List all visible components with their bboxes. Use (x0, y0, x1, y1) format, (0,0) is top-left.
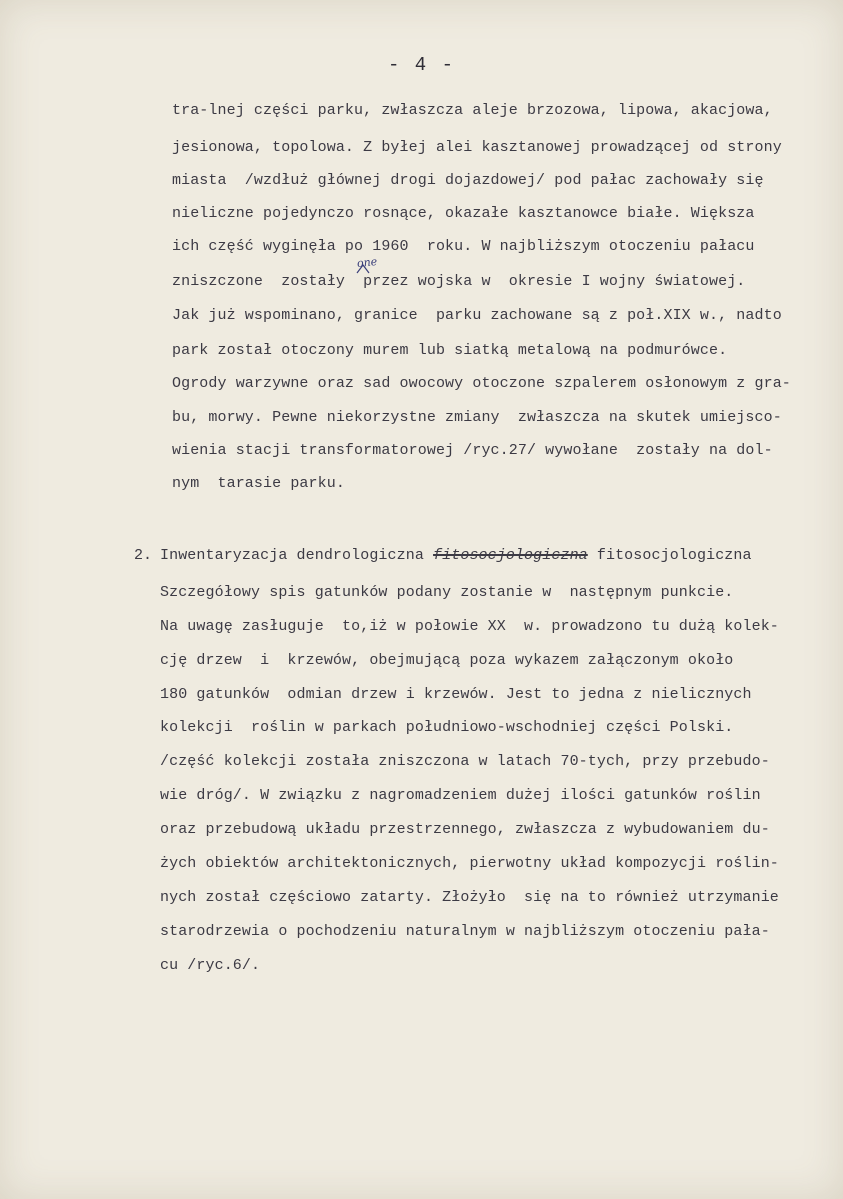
paragraph2-line: kolekcji roślin w parkach południowo-wschodniej części Polski. (160, 719, 734, 736)
paragraph1-line: tra-lnej części parku, zwłaszcza aleje brzozowa, lipowa, akacjowa, (172, 102, 773, 119)
section-number: 2. (134, 547, 153, 564)
paragraph1-line: jesionowa, topolowa. Z byłej alei kasztanowej prowadzącej od strony (172, 139, 782, 156)
paragraph2-line: cję drzew i krzewów, obejmującą poza wykazem załączonym około (160, 652, 734, 669)
paragraph2-line: starodrzewia o pochodzeniu naturalnym w najbliższym otoczeniu pała- (160, 923, 770, 940)
paragraph2-line: żych obiektów architektonicznych, pierwotny układ kompozycji roślin- (160, 855, 779, 872)
heading-start: Inwentaryzacja dendrologiczna (160, 547, 434, 564)
paragraph2-line: Szczegółowy spis gatunków podany zostanie w następnym punkcie. (160, 584, 734, 601)
section-heading (160, 546, 752, 566)
paragraph1-line: park został otoczony murem lub siatką metalową na podmurówce. (172, 342, 728, 359)
paragraph1-line: nieliczne pojedynczo rosnące, okazałe kasztanowce białe. Większa (172, 205, 755, 222)
paragraph1-line: nym tarasie parku. (172, 475, 345, 492)
paragraph1-line: zniszczone zostały przez wojska w okresie I wojny światowej. (172, 273, 746, 290)
page-number: - 4 - (387, 54, 455, 76)
paragraph2-line: wie dróg/. W związku z nagromadzeniem dużej ilości gatunków roślin (160, 787, 761, 804)
paragraph2-line: Na uwagę zasługuje to,iż w połowie XX w. prowadzono tu dużą kolek- (160, 618, 779, 635)
handwritten-insertion: one (356, 254, 378, 271)
paragraph1-line: ich część wyginęła po 1960 roku. W najbliższym otoczeniu pałacu (172, 238, 755, 255)
paragraph1-line: wienia stacji transformatorowej /ryc.27/ wywołane zostały na dol- (172, 442, 773, 459)
paragraph1-line: Ogrody warzywne oraz sad owocowy otoczone szpalerem osłonowym z gra- (172, 375, 791, 392)
paragraph2-line: oraz przebudową układu przestrzennego, zwłaszcza z wybudowaniem du- (160, 821, 770, 838)
paragraph2-line: cu /ryc.6/. (160, 957, 261, 974)
paragraph1-line: bu, morwy. Pewne niekorzystne zmiany zwłaszcza na skutek umiejsco- (172, 409, 782, 426)
paragraph2-line: nych został częściowo zatarty. Złożyło się na to również utrzymanie (160, 889, 779, 906)
struck-out-word: fitosocjologiczna (433, 547, 588, 564)
heading-end: fitosocjologiczna (587, 547, 752, 564)
paragraph2-line: 180 gatunków odmian drzew i krzewów. Jest to jedna z nielicznych (160, 686, 752, 703)
paragraph2-line: /część kolekcji została zniszczona w latach 70-tych, przy przebudo- (160, 753, 770, 770)
paragraph1-line: miasta /wzdłuż głównej drogi dojazdowej/ pod pałac zachowały się (172, 172, 764, 189)
paragraph1-line: Jak już wspominano, granice parku zachowane są z poł.XIX w., nadto (172, 307, 782, 324)
